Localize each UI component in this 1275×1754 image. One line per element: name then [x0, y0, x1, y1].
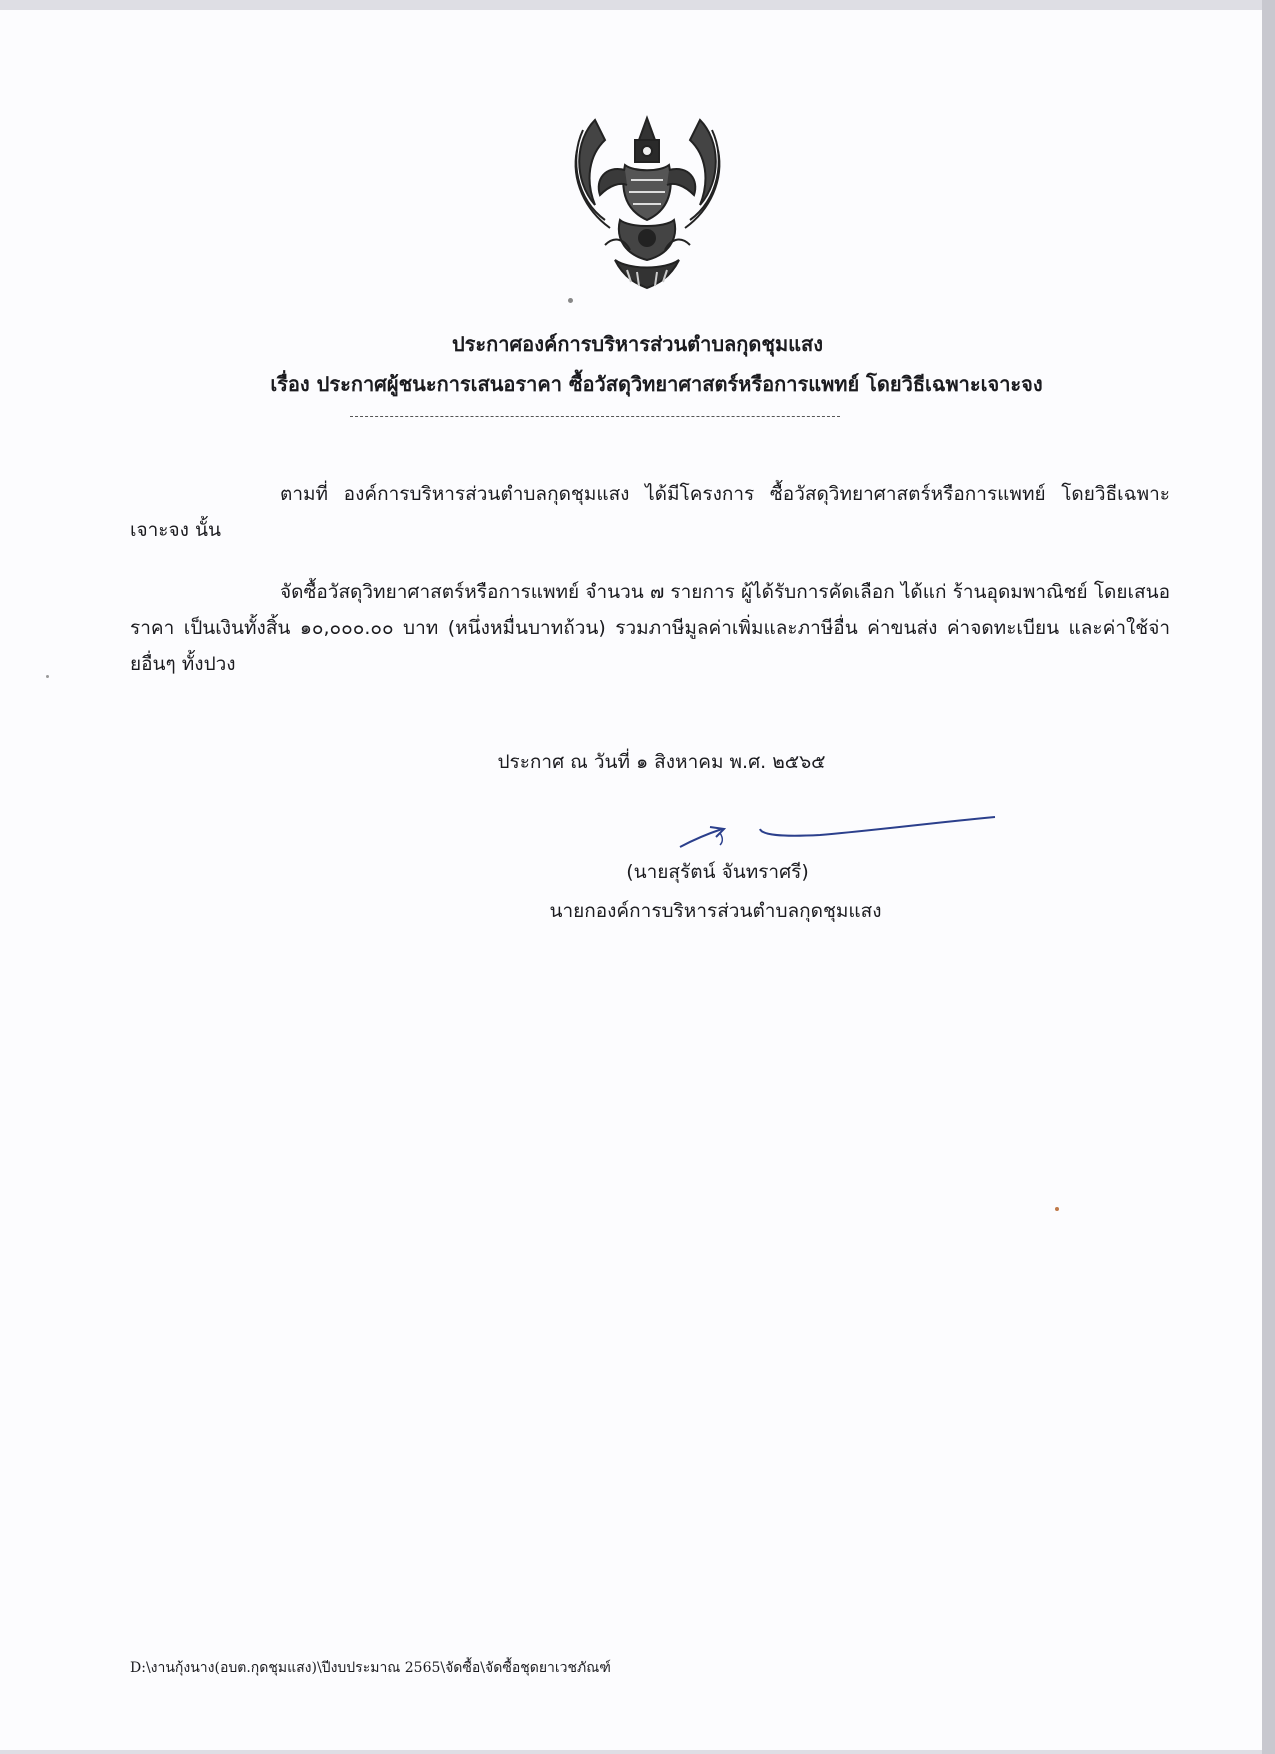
announcement-title: ประกาศองค์การบริหารส่วนตำบลกุดชุมแสง — [451, 332, 824, 356]
paper-speck — [46, 675, 49, 678]
body-paragraph-2 — [130, 574, 1170, 682]
paper-speck — [1055, 1207, 1059, 1211]
file-path-footer: D:\งานกุ้งนาง(อบต.กุดชุมแสง)\ปีงบประมาณ 2565\จัดซื้อ\จัดซื้อชุดยาเวชภัณฑ์ — [130, 1660, 611, 1676]
signatory-name: (นายสุรัตน์ จันทราศรี) — [626, 861, 809, 883]
announcement-subject: เรื่อง ประกาศผู้ชนะการเสนอราคา ซื้อวัสดุวิทยาศาสตร์หรือการแพทย์ โดยวิธีเฉพาะเจาะจง — [270, 372, 1043, 396]
header-divider — [350, 416, 840, 417]
announcement-date: ประกาศ ณ วันที่ ๑ สิงหาคม พ.ศ. ๒๕๖๕ — [497, 751, 826, 773]
body-paragraph-2-text: จัดซื้อวัสดุวิทยาศาสตร์หรือการแพทย์ จำนวน ๗ รายการ ผู้ได้รับการคัดเลือก ได้แก่ ร้านอุดมพาณิชย์ โดยเสนอราคา เป็นเงินทั้งสิ้น ๑๐,๐๐๐.๐๐ บาท (หนึ่งหมื่นบาทถ้วน) รวมภาษีมูลค่าเพิ่มและภาษีอื่น ค่าขนส่ง ค่าจดทะเบียน และค่าใช้จ่ายอื่นๆ ทั้งปวง — [130, 581, 1170, 675]
scan-edge — [1262, 0, 1275, 1754]
handwritten-signature — [670, 805, 1000, 855]
garuda-emblem-icon — [565, 110, 730, 290]
signatory-position: นายกองค์การบริหารส่วนตำบลกุดชุมแสง — [549, 900, 882, 922]
document-page — [0, 10, 1262, 1750]
body-paragraph-1 — [130, 476, 1170, 548]
paper-speck — [568, 298, 573, 303]
body-paragraph-1-text: ตามที่ องค์การบริหารส่วนตำบลกุดชุมแสง ได้มีโครงการ ซื้อวัสดุวิทยาศาสตร์หรือการแพทย์ โดยวิธีเฉพาะเจาะจง นั้น — [130, 483, 1170, 541]
